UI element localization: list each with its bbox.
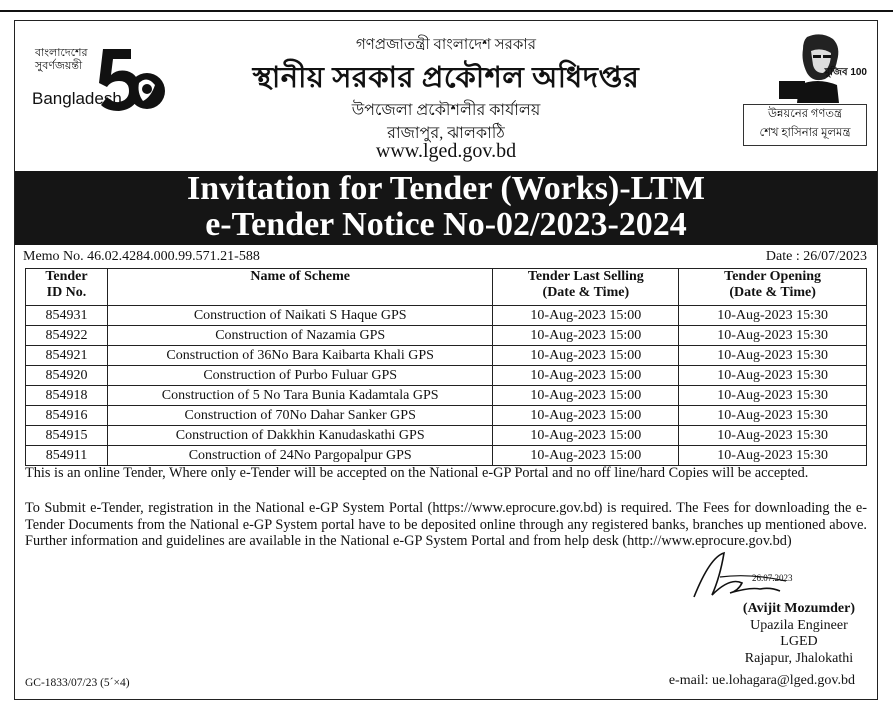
header-scheme: Name of Scheme — [107, 269, 493, 306]
signature-icon — [690, 547, 820, 607]
table-row — [26, 306, 867, 326]
selling-datetime: 10-Aug-2023 15:00 — [493, 426, 679, 446]
scheme-name: Construction of Purbo Fuluar GPS — [107, 366, 493, 386]
opening-datetime: 10-Aug-2023 15:30 — [679, 366, 867, 386]
office-name: উপজেলা প্রকৌশলীর কার্যালয় — [351, 102, 541, 119]
tender-id: 854911 — [26, 446, 108, 466]
table-row — [26, 366, 867, 386]
table-row — [26, 326, 867, 346]
bangladesh-label: Bangladesh — [32, 89, 122, 108]
selling-datetime: 10-Aug-2023 15:00 — [493, 306, 679, 326]
title-banner — [15, 171, 877, 245]
tender-id: 854918 — [26, 386, 108, 406]
signer-org: LGED — [780, 634, 818, 649]
opening-datetime: 10-Aug-2023 15:30 — [679, 306, 867, 326]
opening-datetime: 10-Aug-2023 15:30 — [679, 426, 867, 446]
opening-datetime: 10-Aug-2023 15:30 — [679, 446, 867, 466]
jubilee-text: বাংলাদেশের সুবর্ণজয়ন্তী — [35, 47, 88, 72]
selling-datetime: 10-Aug-2023 15:00 — [493, 446, 679, 466]
signer-place: Rajapur, Jhalokathi — [744, 650, 854, 666]
slogan-box — [743, 104, 867, 146]
opening-datetime: 10-Aug-2023 15:30 — [679, 406, 867, 426]
selling-datetime: 10-Aug-2023 15:00 — [493, 386, 679, 406]
opening-datetime: 10-Aug-2023 15:30 — [679, 346, 867, 366]
notice-frame — [14, 20, 878, 700]
tender-id: 854922 — [26, 326, 108, 346]
online-tender-note: This is an online Tender, Where only e-Tender will be accepted on the National e-GP Portal and no off line/hard Copies will be accepted. — [25, 465, 809, 481]
scheme-name: Construction of Nazamia GPS — [107, 326, 493, 346]
submission-instructions: To Submit e-Tender, registration in the National e-GP System Portal (https://www.eprocure.gov.bd) is required. The Fees for downloading the e-Tender Documents from the National e-GP System portal have to be deposited online through any registered banks, branches up mentioned above. Further information and guidelines are available in the National e-GP System Portal and from help desk (http://www.eprocure.gov.bd) — [25, 500, 867, 549]
opening-datetime: 10-Aug-2023 15:30 — [679, 326, 867, 346]
selling-datetime: 10-Aug-2023 15:00 — [493, 366, 679, 386]
department-name: স্থানীয় সরকার প্রকৌশল অধিদপ্তর — [252, 62, 640, 94]
signer-email[interactable]: e-mail: ue.lohagara@lged.gov.bd — [668, 673, 855, 688]
table-row — [26, 426, 867, 446]
header-selling: Tender Last Selling (Date & Time) — [493, 269, 679, 306]
government-name: গণপ্রজাতন্ত্রী বাংলাদেশ সরকার — [355, 37, 537, 53]
banner-notice-number: e-Tender Notice No-02/2023-2024 — [205, 206, 687, 243]
scheme-name: Construction of 70No Dahar Sanker GPS — [107, 406, 493, 426]
signature-block — [743, 601, 855, 667]
tender-id: 854916 — [26, 406, 108, 426]
signer-name: (Avijit Mozumder) — [742, 601, 855, 616]
scheme-name: Construction of 24No Pargopalpur GPS — [107, 446, 493, 466]
table-row — [26, 386, 867, 406]
scheme-name: Construction of 36No Bara Kaibarta Khali GPS — [107, 346, 493, 366]
top-rule — [0, 0, 893, 12]
tender-id: 854921 — [26, 346, 108, 366]
memo-number: Memo No. 46.02.4284.000.99.571.21-588 — [23, 249, 260, 264]
selling-datetime: 10-Aug-2023 15:00 — [493, 326, 679, 346]
banner-title: Invitation for Tender (Works)-LTM — [187, 170, 705, 207]
tender-id: 854920 — [26, 366, 108, 386]
mujib-100-logo: মুজিব 100 — [824, 67, 867, 78]
slogan-line-1: উন্নয়নের গণতন্ত্র — [767, 108, 843, 120]
scheme-name: Construction of Naikati S Haque GPS — [107, 306, 493, 326]
header-opening: Tender Opening (Date & Time) — [679, 269, 867, 306]
website-link[interactable]: www.lged.gov.bd — [375, 140, 517, 162]
opening-datetime: 10-Aug-2023 15:30 — [679, 386, 867, 406]
table-row — [26, 346, 867, 366]
signature-date: 26.07.2023 — [752, 573, 793, 583]
footer-code: GC-1833/07/23 (5´×4) — [25, 677, 130, 689]
scheme-name: Construction of Dakkhin Kanudaskathi GPS — [107, 426, 493, 446]
notice-date: Date : 26/07/2023 — [765, 249, 867, 264]
tender-table — [25, 268, 867, 466]
table-row — [26, 446, 867, 466]
selling-datetime: 10-Aug-2023 15:00 — [493, 346, 679, 366]
table-row — [26, 406, 867, 426]
slogan-line-2: শেখ হাসিনার মূলমন্ত্র — [759, 127, 851, 139]
scheme-name: Construction of 5 No Tara Bunia Kadamtala GPS — [107, 386, 493, 406]
tender-id: 854915 — [26, 426, 108, 446]
selling-datetime: 10-Aug-2023 15:00 — [493, 406, 679, 426]
header-tender-id: Tender ID No. — [26, 269, 108, 306]
table-header-row — [26, 269, 867, 306]
tender-id: 854931 — [26, 306, 108, 326]
office-location: রাজাপুর, ঝালকাঠি — [387, 125, 505, 142]
signer-designation: Upazila Engineer — [750, 617, 848, 633]
